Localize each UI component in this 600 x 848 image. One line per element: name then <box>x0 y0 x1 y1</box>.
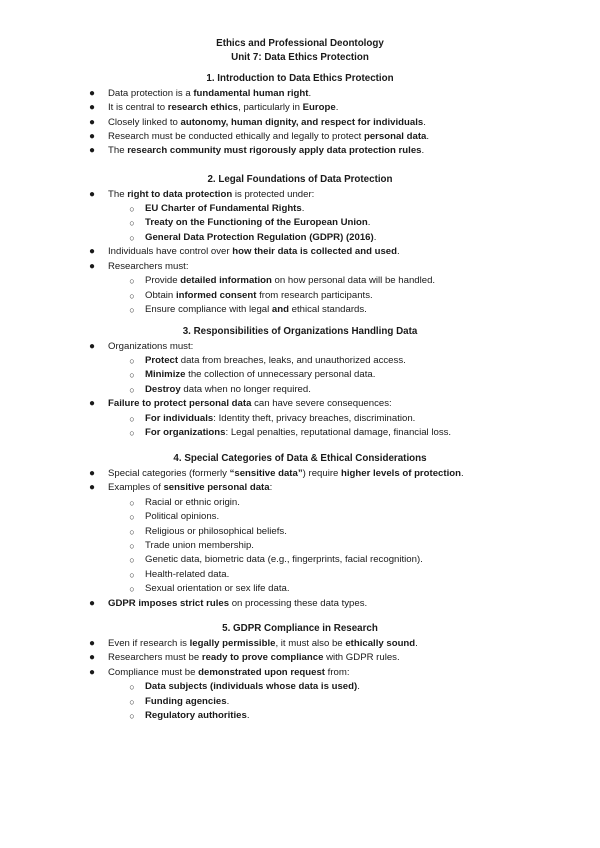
text: Individuals have control over <box>108 246 233 257</box>
sub-list-item <box>129 709 250 723</box>
hollow-bullet-icon: ○ <box>129 305 135 315</box>
bullet-icon: ● <box>88 102 96 113</box>
list-item <box>88 467 464 481</box>
bold-text: detailed information <box>180 275 272 286</box>
bold-text: personal data <box>363 131 427 142</box>
hollow-bullet-icon: ○ <box>129 218 135 228</box>
list-item <box>88 481 273 495</box>
bold-text: legally permissible <box>189 638 276 649</box>
bullet-icon: ● <box>88 638 96 649</box>
list-item <box>88 144 425 158</box>
text: . <box>357 681 360 692</box>
bold-text: Destroy <box>145 384 181 395</box>
bullet-icon: ● <box>88 667 96 678</box>
list-item <box>88 87 312 101</box>
text: . <box>460 468 464 479</box>
bold-text: Regulatory authorities <box>145 710 247 721</box>
bold-text: For individuals <box>145 413 214 424</box>
bullet-icon: ● <box>88 131 96 142</box>
sub-list-item <box>129 539 254 553</box>
bullet-icon: ● <box>88 145 96 156</box>
bold-text: GDPR imposes strict rules <box>108 598 230 609</box>
text: : <box>269 482 273 493</box>
list-item <box>88 651 400 665</box>
hollow-bullet-icon: ○ <box>129 555 135 565</box>
bold-text: ready to prove compliance <box>201 652 324 663</box>
sub-list-item <box>129 496 240 510</box>
text: . <box>373 232 377 243</box>
text: ethical standards. <box>288 304 367 315</box>
sub-list-item <box>129 383 311 397</box>
hollow-bullet-icon: ○ <box>129 584 135 594</box>
sub-list-item <box>129 525 287 539</box>
hollow-bullet-icon: ○ <box>129 498 135 508</box>
text: on how personal data will be handled. <box>271 275 436 286</box>
hollow-bullet-icon: ○ <box>129 414 135 424</box>
text: from research participants. <box>256 290 373 301</box>
bold-text: “sensitive data” <box>229 468 303 479</box>
bold-text: sensitive personal data <box>163 482 270 493</box>
sub-list-item <box>129 289 373 303</box>
text: the collection of unnecessary personal data. <box>185 369 376 380</box>
bullet-icon: ● <box>88 468 96 479</box>
text: Closely linked to <box>108 117 181 128</box>
text: can have severe consequences: <box>251 398 392 409</box>
document-title: Ethics and Professional Deontology <box>216 38 384 49</box>
text: Religious or philosophical beliefs. <box>145 526 287 537</box>
list-item <box>88 637 418 651</box>
text: Compliance must be <box>108 667 199 678</box>
text: . <box>246 710 250 721</box>
text: Researchers must: <box>108 261 189 272</box>
text: Researchers must be <box>108 652 202 663</box>
bold-text: autonomy, human dignity, and respect for individuals <box>180 117 424 128</box>
bold-text: research community must rigorously apply data protection rules <box>127 145 422 156</box>
sub-list-item <box>129 216 371 230</box>
bold-text: Data subjects (individuals whose data is used) <box>145 681 358 692</box>
text: data when no longer required. <box>180 384 311 395</box>
bullet-icon: ● <box>88 88 96 99</box>
section-heading: 3. Responsibilities of Organizations Handling Data <box>182 326 418 337</box>
text: Research must be conducted ethically and legally to protect <box>108 131 364 142</box>
text: Obtain <box>145 290 176 301</box>
hollow-bullet-icon: ○ <box>129 428 135 438</box>
text: ) require <box>302 468 342 479</box>
text: The <box>108 145 128 156</box>
sub-list-item <box>129 582 290 596</box>
text: with GDPR rules. <box>323 652 400 663</box>
sub-list-item <box>129 553 423 567</box>
bold-text: General Data Protection Regulation (GDPR) (2016) <box>145 232 374 243</box>
text: on processing these data types. <box>229 598 368 609</box>
text: : Identity theft, privacy breaches, discrimination. <box>213 413 416 424</box>
hollow-bullet-icon: ○ <box>129 370 135 380</box>
sub-list-item <box>129 368 376 382</box>
bullet-icon: ● <box>88 341 96 352</box>
text: is protected under: <box>232 189 315 200</box>
bullet-icon: ● <box>88 598 96 609</box>
hollow-bullet-icon: ○ <box>129 276 135 286</box>
hollow-bullet-icon: ○ <box>129 385 135 395</box>
hollow-bullet-icon: ○ <box>129 291 135 301</box>
bold-text: Treaty on the Functioning of the European Union <box>145 217 368 228</box>
list-item <box>88 130 430 144</box>
text: Examples of <box>108 482 164 493</box>
hollow-bullet-icon: ○ <box>129 570 135 580</box>
bullet-icon: ● <box>88 482 96 493</box>
list-item <box>88 340 194 354</box>
hollow-bullet-icon: ○ <box>129 541 135 551</box>
hollow-bullet-icon: ○ <box>129 233 135 243</box>
list-item <box>88 597 368 611</box>
sub-list-item <box>129 412 416 426</box>
hollow-bullet-icon: ○ <box>129 356 135 366</box>
sub-list-item <box>129 568 230 582</box>
text: Data protection is a <box>108 88 194 99</box>
sub-list-item <box>129 303 367 317</box>
text: Sexual orientation or sex life data. <box>145 583 290 594</box>
sub-list-item <box>129 695 230 709</box>
text: . <box>421 145 425 156</box>
bold-text: how their data is collected and used <box>232 246 397 257</box>
text: : Legal penalties, reputational damage, financial loss. <box>225 427 452 438</box>
text: . <box>301 203 305 214</box>
text: . <box>423 117 426 128</box>
text: . <box>426 131 430 142</box>
bold-text: informed consent <box>175 290 257 301</box>
sub-list-item <box>129 202 305 216</box>
text: The <box>108 189 128 200</box>
text: . <box>397 246 400 257</box>
bullet-icon: ● <box>88 261 96 272</box>
section-heading: 5. GDPR Compliance in Research <box>222 623 378 634</box>
text: . <box>367 217 371 228</box>
bullet-icon: ● <box>88 246 96 257</box>
bold-text: research ethics <box>167 102 239 113</box>
text: Organizations must: <box>108 341 194 352</box>
section-heading: 4. Special Categories of Data & Ethical Considerations <box>173 453 427 464</box>
bullet-icon: ● <box>88 189 96 200</box>
text: Trade union membership. <box>145 540 254 551</box>
bold-text: EU Charter of Fundamental Rights <box>145 203 302 214</box>
bold-text: ethically sound <box>345 638 416 649</box>
text: It is central to <box>108 102 168 113</box>
bold-text: Europe <box>302 102 336 113</box>
bold-text: For organizations <box>145 427 226 438</box>
text: Ensure compliance with legal <box>145 304 272 315</box>
list-item <box>88 397 392 411</box>
text: Political opinions. <box>145 511 220 522</box>
hollow-bullet-icon: ○ <box>129 204 135 214</box>
text: Special categories (formerly <box>108 468 230 479</box>
sub-list-item <box>129 426 452 440</box>
hollow-bullet-icon: ○ <box>129 682 135 692</box>
bold-text: Protect <box>145 355 179 366</box>
section-heading: 2. Legal Foundations of Data Protection <box>207 174 393 185</box>
bold-text: Minimize <box>145 369 186 380</box>
bullet-icon: ● <box>88 117 96 128</box>
hollow-bullet-icon: ○ <box>129 697 135 707</box>
sub-list-item <box>129 274 436 288</box>
bold-text: right to data protection <box>127 189 233 200</box>
bullet-icon: ● <box>88 652 96 663</box>
hollow-bullet-icon: ○ <box>129 711 135 721</box>
text: . <box>226 696 230 707</box>
text: Genetic data, biometric data (e.g., fingerprints, facial recognition). <box>145 554 423 565</box>
text: . <box>335 102 339 113</box>
document-subtitle: Unit 7: Data Ethics Protection <box>231 52 369 63</box>
bold-text: and <box>271 304 289 315</box>
hollow-bullet-icon: ○ <box>129 512 135 522</box>
text: data from breaches, leaks, and unauthorized access. <box>178 355 406 366</box>
section-heading: 1. Introduction to Data Ethics Protection <box>206 73 394 84</box>
list-item <box>88 188 315 202</box>
list-item <box>88 245 400 259</box>
sub-list-item <box>129 680 360 694</box>
text: Even if research is <box>108 638 190 649</box>
text: Racial or ethnic origin. <box>145 497 240 508</box>
bold-text: fundamental human right <box>193 88 309 99</box>
list-item <box>88 260 189 274</box>
bold-text: Funding agencies <box>145 696 227 707</box>
hollow-bullet-icon: ○ <box>129 527 135 537</box>
bullet-icon: ● <box>88 398 96 409</box>
text: , it must also be <box>275 638 346 649</box>
bold-text: demonstrated upon request <box>198 667 325 678</box>
text: . <box>308 88 312 99</box>
text: Health-related data. <box>145 569 230 580</box>
text: Provide <box>145 275 181 286</box>
bold-text: higher levels of protection <box>341 468 461 479</box>
sub-list-item <box>129 231 377 245</box>
list-item <box>88 116 426 130</box>
text: . <box>415 638 418 649</box>
list-item <box>88 666 350 680</box>
text: , particularly in <box>238 102 303 113</box>
list-item <box>88 101 339 115</box>
sub-list-item <box>129 354 406 368</box>
text: from: <box>325 667 350 678</box>
bold-text: Failure to protect personal data <box>108 398 252 409</box>
sub-list-item <box>129 510 220 524</box>
